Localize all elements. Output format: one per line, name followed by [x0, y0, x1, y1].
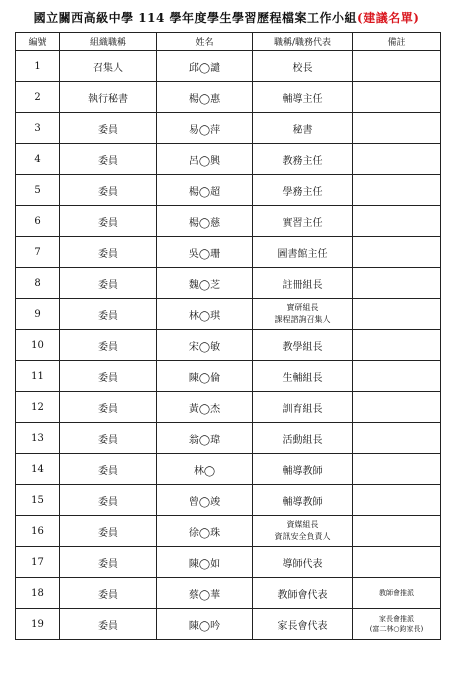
cell-position-line: 訓育組長 — [282, 403, 323, 415]
cell-name: 陳◯倫 — [157, 361, 253, 392]
cell-name: 楊◯超 — [157, 175, 253, 206]
header-role: 組織職稱 — [60, 33, 157, 51]
cell-position — [253, 299, 353, 330]
cell-role: 委員 — [60, 423, 157, 454]
cell-no: 17 — [16, 547, 60, 578]
cell-remarks — [353, 578, 441, 609]
cell-position-line: 圖書館主任 — [277, 248, 328, 260]
cell-position-line: 秘書 — [292, 124, 313, 136]
cell-role: 委員 — [60, 392, 157, 423]
cell-position — [253, 82, 353, 113]
cell-position-line: 導師代表 — [282, 558, 323, 570]
cell-position — [253, 485, 353, 516]
cell-remarks — [353, 175, 441, 206]
cell-position-line: 輔導教師 — [282, 496, 323, 508]
cell-position — [253, 237, 353, 268]
cell-name: 翁◯瑋 — [157, 423, 253, 454]
cell-position-line: 資媒組長 — [286, 520, 319, 529]
cell-position-line: 教學組長 — [282, 341, 323, 353]
table-row — [16, 578, 441, 609]
cell-no: 15 — [16, 485, 60, 516]
header-no: 編號 — [16, 33, 60, 51]
cell-no: 8 — [16, 268, 60, 299]
cell-remarks — [353, 516, 441, 547]
cell-no: 3 — [16, 113, 60, 144]
cell-position — [253, 454, 353, 485]
cell-position — [253, 330, 353, 361]
cell-no: 5 — [16, 175, 60, 206]
cell-remarks — [353, 330, 441, 361]
cell-remarks — [353, 454, 441, 485]
cell-no: 12 — [16, 392, 60, 423]
cell-position — [253, 423, 353, 454]
cell-position — [253, 609, 353, 640]
cell-role: 委員 — [60, 144, 157, 175]
cell-no: 9 — [16, 299, 60, 330]
cell-name: 呂◯興 — [157, 144, 253, 175]
cell-name: 黃◯杰 — [157, 392, 253, 423]
table-row — [16, 144, 441, 175]
cell-role: 委員 — [60, 299, 157, 330]
title-highlight: (建議名單) — [357, 11, 420, 25]
cell-position-line: 輔導教師 — [282, 465, 323, 477]
cell-remarks-line: 教師會推派 — [379, 589, 414, 597]
cell-position-line: 實研組長 — [286, 303, 319, 312]
header-position: 職稱/職務代表 — [253, 33, 353, 51]
table-row — [16, 454, 441, 485]
cell-position — [253, 361, 353, 392]
cell-position-line: 學務主任 — [282, 186, 323, 198]
cell-position-line: 校長 — [292, 62, 313, 74]
table-row — [16, 392, 441, 423]
cell-position — [253, 206, 353, 237]
document-title — [0, 9, 453, 26]
cell-name: 林◯琪 — [157, 299, 253, 330]
cell-no: 1 — [16, 51, 60, 82]
cell-role: 委員 — [60, 361, 157, 392]
table-row — [16, 423, 441, 454]
cell-position-line: 教務主任 — [282, 155, 323, 167]
header-remarks: 備註 — [353, 33, 441, 51]
cell-role: 委員 — [60, 454, 157, 485]
cell-name: 易◯萍 — [157, 113, 253, 144]
table-row — [16, 485, 441, 516]
cell-name: 魏◯芝 — [157, 268, 253, 299]
cell-position — [253, 547, 353, 578]
table-row — [16, 516, 441, 547]
cell-remarks — [353, 423, 441, 454]
cell-no: 6 — [16, 206, 60, 237]
cell-position — [253, 578, 353, 609]
table-row — [16, 237, 441, 268]
roster-body — [16, 51, 441, 640]
cell-role: 委員 — [60, 113, 157, 144]
table-row — [16, 299, 441, 330]
cell-role: 委員 — [60, 206, 157, 237]
cell-no: 18 — [16, 578, 60, 609]
cell-role: 委員 — [60, 609, 157, 640]
cell-remarks — [353, 361, 441, 392]
cell-role: 委員 — [60, 175, 157, 206]
cell-role: 委員 — [60, 516, 157, 547]
cell-name: 楊◯惠 — [157, 82, 253, 113]
cell-role: 委員 — [60, 237, 157, 268]
cell-no: 19 — [16, 609, 60, 640]
cell-no: 16 — [16, 516, 60, 547]
cell-role: 委員 — [60, 485, 157, 516]
cell-remarks — [353, 268, 441, 299]
cell-position-line: 實習主任 — [282, 217, 323, 229]
cell-no: 11 — [16, 361, 60, 392]
cell-name: 蔡◯華 — [157, 578, 253, 609]
cell-name: 宋◯敏 — [157, 330, 253, 361]
cell-position-line: 輔導主任 — [282, 93, 323, 105]
table-row — [16, 206, 441, 237]
cell-role: 召集人 — [60, 51, 157, 82]
roster-table — [15, 32, 441, 640]
cell-name: 邱◯譴 — [157, 51, 253, 82]
cell-remarks — [353, 51, 441, 82]
cell-position — [253, 144, 353, 175]
cell-remarks — [353, 547, 441, 578]
table-row — [16, 82, 441, 113]
cell-name: 吳◯珊 — [157, 237, 253, 268]
cell-position-line: 活動組長 — [282, 434, 323, 446]
cell-no: 4 — [16, 144, 60, 175]
cell-position-line: 教師會代表 — [277, 589, 328, 601]
cell-no: 7 — [16, 237, 60, 268]
cell-position-line: 課程諮詢召集人 — [274, 315, 331, 324]
cell-role: 委員 — [60, 547, 157, 578]
cell-remarks — [353, 82, 441, 113]
table-row — [16, 330, 441, 361]
cell-position — [253, 51, 353, 82]
cell-name: 林◯ — [157, 454, 253, 485]
cell-remarks-line: (富二林○鈞家長) — [369, 625, 424, 633]
cell-no: 13 — [16, 423, 60, 454]
cell-remarks — [353, 485, 441, 516]
cell-remarks — [353, 392, 441, 423]
cell-remarks — [353, 113, 441, 144]
table-row — [16, 361, 441, 392]
cell-position — [253, 175, 353, 206]
cell-name: 陳◯吟 — [157, 609, 253, 640]
cell-position-line: 家長會代表 — [277, 620, 328, 632]
table-header-row — [16, 33, 441, 51]
cell-no: 2 — [16, 82, 60, 113]
cell-role: 委員 — [60, 268, 157, 299]
cell-role: 委員 — [60, 578, 157, 609]
cell-name: 陳◯如 — [157, 547, 253, 578]
cell-position — [253, 516, 353, 547]
title-main: 國立關西高級中學 114 學年度學生學習歷程檔案工作小組 — [33, 11, 358, 25]
cell-name: 徐◯珠 — [157, 516, 253, 547]
header-name: 姓名 — [157, 33, 253, 51]
cell-remarks — [353, 609, 441, 640]
cell-remarks — [353, 299, 441, 330]
cell-position — [253, 113, 353, 144]
table-row — [16, 51, 441, 82]
cell-position — [253, 392, 353, 423]
cell-position — [253, 268, 353, 299]
cell-role: 執行秘書 — [60, 82, 157, 113]
cell-position-line: 註冊組長 — [282, 279, 323, 291]
cell-no: 10 — [16, 330, 60, 361]
cell-no: 14 — [16, 454, 60, 485]
cell-name: 楊◯慈 — [157, 206, 253, 237]
cell-remarks — [353, 237, 441, 268]
table-row — [16, 175, 441, 206]
table-row — [16, 609, 441, 640]
table-row — [16, 268, 441, 299]
cell-remarks — [353, 206, 441, 237]
cell-name: 曾◯竣 — [157, 485, 253, 516]
cell-remarks-line: 家長會推派 — [379, 615, 414, 623]
cell-position-line: 生輔組長 — [282, 372, 323, 384]
table-row — [16, 113, 441, 144]
table-row — [16, 547, 441, 578]
cell-remarks — [353, 144, 441, 175]
cell-role: 委員 — [60, 330, 157, 361]
cell-position-line: 資訊安全負責人 — [274, 532, 331, 541]
